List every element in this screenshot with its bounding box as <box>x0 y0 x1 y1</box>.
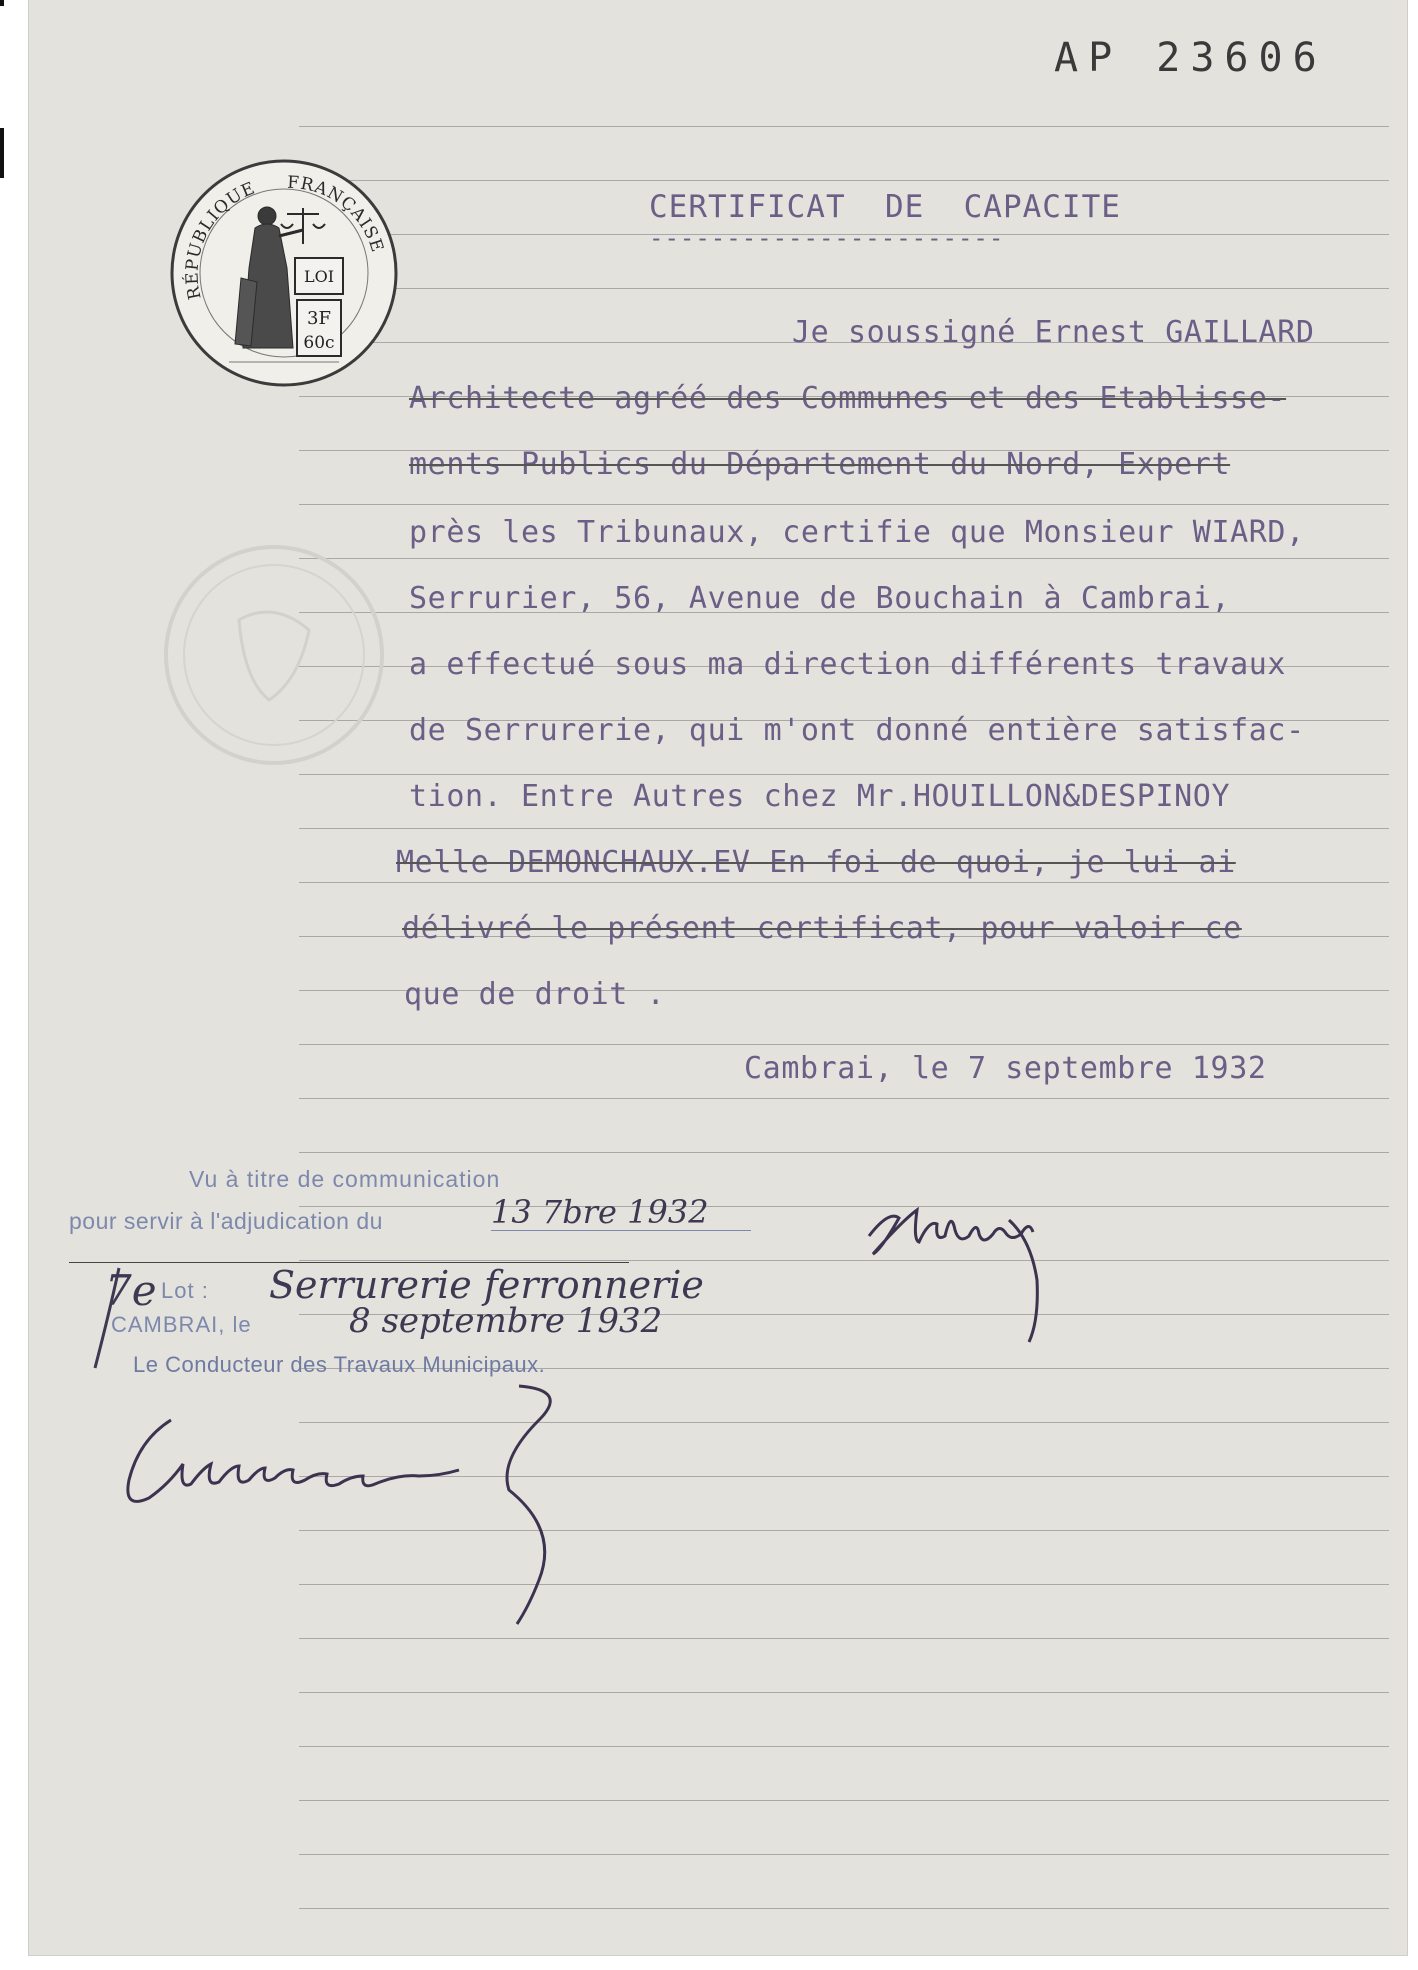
lot-description-handwritten: Serrurerie ferronnerie <box>269 1263 704 1307</box>
architect-signature <box>859 1180 1099 1350</box>
certificate-sheet <box>28 0 1408 1956</box>
reference-number: AP 23606 <box>1054 35 1327 81</box>
body-line-6: a effectué sous ma direction différents travaux <box>409 647 1287 682</box>
scan-edge-mark <box>0 128 4 178</box>
body-line-4: près les Tribunaux, certifie que Monsieur WIARD, <box>409 515 1305 550</box>
body-line-2: Architecte agréé des Communes et des Etablisse- <box>409 381 1287 416</box>
fiscal-stamp-seal <box>169 158 399 388</box>
body-line-5: Serrurier, 56, Avenue de Bouchain à Cambrai, <box>409 581 1231 616</box>
stamp-law-label: LOI <box>303 267 335 286</box>
svg-text:FRANÇAISE: FRANÇAISE <box>286 172 388 256</box>
title-underline: ----------------------- <box>649 224 1005 252</box>
lot-number-handwritten: 7e <box>105 1266 157 1315</box>
visa-line-2: pour servir à l'adjudication du <box>69 1208 383 1234</box>
certificate-title: CERTIFICAT DE CAPACITE <box>649 189 1121 225</box>
body-line-7: de Serrurerie, qui m'ont donné entière satisfac- <box>409 713 1305 748</box>
body-line-9: Melle DEMONCHAUX.EV En foi de quoi, je lui ai <box>396 845 1236 880</box>
visa-conductor-title: Le Conducteur des Travaux Municipaux. <box>133 1352 546 1377</box>
body-line-10: délivré le présent certificat, pour valoir ce <box>402 911 1242 946</box>
svg-text:RÉPUBLIQUE: RÉPUBLIQUE <box>182 178 259 302</box>
scan-edge-mark <box>0 0 4 6</box>
visa-date-handwritten: 8 septembre 1932 <box>349 1301 663 1341</box>
visa-line-1: Vu à titre de communication <box>189 1166 501 1192</box>
body-line-1: Je soussigné Ernest GAILLARD <box>792 315 1315 350</box>
stamp-value-centimes: 60c <box>303 333 335 353</box>
visa-lot-label: Lot : <box>161 1278 209 1303</box>
body-line-3: ments Publics du Département du Nord, Expert <box>409 447 1231 482</box>
body-line-8: tion. Entre Autres chez Mr.HOUILLON&DESPINOY <box>409 779 1231 814</box>
visa-city-label: CAMBRAI, le <box>111 1312 252 1337</box>
embossed-seal <box>159 540 389 770</box>
conductor-signature <box>99 1380 639 1630</box>
stamp-value-francs: 3F <box>307 308 331 329</box>
adjudication-date-handwritten: 13 7bre 1932 <box>491 1193 709 1231</box>
place-and-date: Cambrai, le 7 septembre 1932 <box>744 1051 1267 1086</box>
body-line-11: que de droit . <box>404 977 666 1012</box>
